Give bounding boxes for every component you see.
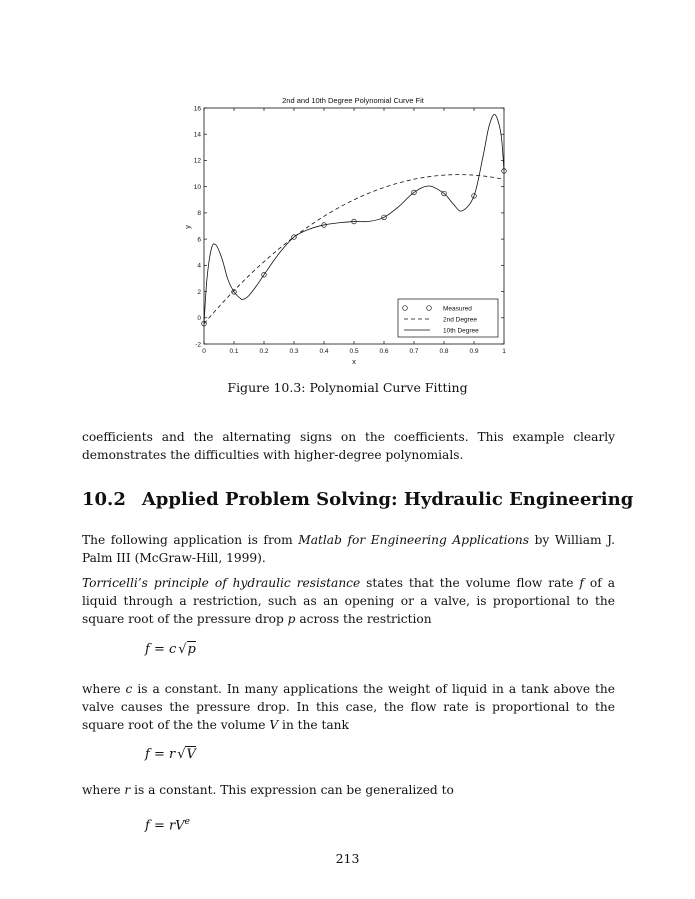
text-run: across the restriction [295,612,432,626]
radicand: V [186,747,196,762]
section-heading [82,489,633,510]
equation-lhs: f = c [145,642,177,657]
text-run: states that the volume flow rate [360,576,580,590]
x-tick-label: 0.9 [469,348,479,355]
x-tick-label: 0 [202,348,206,355]
x-tick-label: 0.1 [229,348,239,355]
paragraph-conclusion [82,428,615,464]
text-run: The following application is from [82,533,299,547]
x-tick-label: 0.3 [289,348,299,355]
y-tick-label: 14 [193,131,201,139]
x-tick-label: 0.6 [379,348,389,355]
y-axis-label: y [183,225,192,229]
equation-lhs: f = rV [145,818,185,834]
paragraph-text: coefficients and the alternating signs on the coefficients. This example clearly demonstrates the difficulties with higher-degree polynomials. [82,430,615,462]
legend-2nd-degree-label: 2nd Degree [443,316,477,324]
y-tick-label: 8 [197,210,201,218]
text-run: in the tank [278,718,349,732]
paragraph-generalize [82,781,615,799]
legend-measured-label: Measured [443,305,472,313]
book-title: Matlab for Engineering Applications [298,533,529,547]
x-tick-label: 0.8 [439,348,449,355]
paragraph-tank [82,680,615,734]
series-layer [202,114,507,326]
y-tick-label: 6 [197,236,201,244]
equation-1 [145,641,196,657]
principle-term: Torricelli’s principle of hydraulic resistance [82,576,361,590]
sqrt-symbol: √ [177,747,186,762]
text-run: where [82,783,125,797]
math-var: f [579,576,584,590]
equation-2 [145,746,196,762]
x-tick-label: 0.7 [409,348,419,355]
radicand: p [187,642,196,657]
y-tick-label: 0 [197,315,201,323]
y-tick-label: 2 [197,288,201,296]
chart-legend [398,299,498,337]
chart-title: 2nd and 10th Degree Polynomial Curve Fit [282,96,424,105]
text-run: is a constant. In many applications the weight of liquid in a tank above the valve causes the pressure drop. In this case, the flow rate is proportional to the square root of the the volume [82,682,615,732]
math-var: V [269,718,279,732]
section-title: Applied Problem Solving: Hydraulic Engineering [141,489,634,510]
page-number: 213 [335,851,360,866]
figure-caption: Figure 10.3: Polynomial Curve Fitting [227,380,468,395]
y-tick-label: -2 [195,341,201,349]
x-tick-label: 0.2 [259,348,269,355]
y-tick-labels [194,105,202,348]
x-axis-label: x [352,357,356,366]
x-tick-label: 0.5 [349,348,359,355]
x-tick-label: 0.4 [319,348,329,355]
text-run: by William J. Palm III (McGraw-Hill, 1999). [82,533,615,565]
x-tick-label: 1 [502,348,506,355]
paragraph-source [82,531,615,567]
equation-lhs: f = r [145,747,176,762]
exponent: e [184,817,190,827]
y-tick-label: 16 [193,105,201,113]
text-run: where [82,682,126,696]
math-var: p [287,612,296,626]
math-var: c [125,682,133,696]
paragraph-torricelli [82,574,615,628]
x-tick-labels [202,348,506,355]
y-tick-label: 10 [193,183,201,191]
y-tick-label: 12 [193,157,201,165]
equation-3 [145,817,190,833]
section-number: 10.2 [82,489,126,510]
math-var: r [124,783,131,797]
y-tick-label: 4 [197,262,201,270]
sqrt-symbol: √ [178,642,187,657]
text-run: of a liquid through a restriction, such as an opening or a valve, is proportional to the square root of the pressure drop [82,576,615,626]
polynomial-curve-fit-chart [0,0,695,380]
legend-10th-degree-label: 10th Degree [443,327,479,335]
text-run: is a constant. This expression can be generalized to [130,783,454,797]
